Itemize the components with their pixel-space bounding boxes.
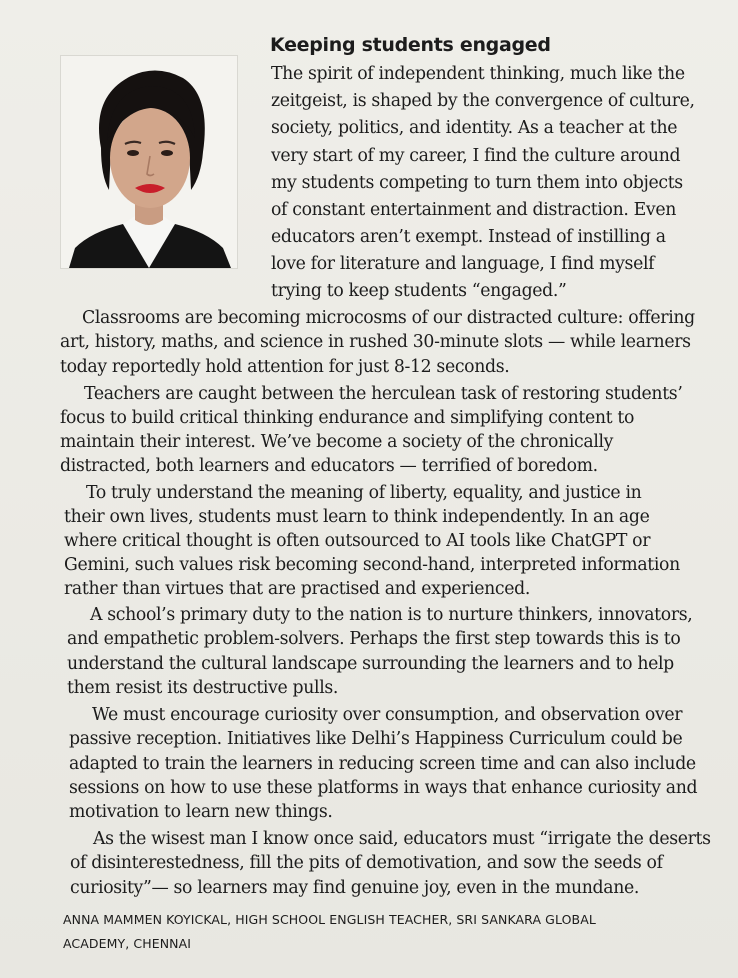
body-line: them resist its destructive pulls.	[67, 678, 339, 698]
body-line: understand the cultural landscape surrounding the learners and to help	[67, 654, 674, 674]
body-line: To truly understand the meaning of liberty, equality, and justice in	[86, 483, 642, 503]
body-line: A school’s primary duty to the nation is to nurture thinkers, innovators,	[90, 605, 693, 625]
body-line: very start of my career, I find the culture around	[271, 146, 681, 166]
body-line: focus to build critical thinking endurance and simplifying content to	[60, 408, 635, 428]
body-line: educators aren’t exempt. Instead of instilling a	[271, 227, 666, 247]
author-byline: ACADEMY, CHENNAI	[63, 936, 192, 951]
body-line: maintain their interest. We’ve become a society of the chronically	[60, 432, 614, 452]
body-line: and empathetic problem-solvers. Perhaps the first step towards this is to	[67, 629, 681, 649]
body-line: where critical thought is often outsourced to AI tools like ChatGPT or	[64, 531, 651, 551]
body-line: society, politics, and identity. As a teacher at the	[271, 118, 678, 138]
body-line: curiosity”— so learners may find genuine joy, even in the mundane.	[70, 878, 640, 898]
body-line: my students competing to turn them into objects	[271, 173, 683, 193]
article-headline: Keeping students engaged	[270, 34, 551, 56]
body-line: today reportedly hold attention for just 8-12 seconds.	[60, 357, 510, 377]
author-byline: ANNA MAMMEN KOYICKAL, HIGH SCHOOL ENGLISH TEACHER, SRI SANKARA GLOBAL	[63, 912, 596, 927]
body-line: trying to keep students “engaged.”	[271, 281, 567, 301]
body-line: their own lives, students must learn to think independently. In an age	[64, 507, 650, 527]
body-line: passive reception. Initiatives like Delhi’s Happiness Curriculum could be	[69, 729, 683, 749]
body-line: Gemini, such values risk becoming second-hand, interpreted information	[64, 555, 680, 575]
body-line: zeitgeist, is shaped by the convergence of culture,	[271, 91, 695, 111]
body-line: Teachers are caught between the herculean task of restoring students’	[84, 384, 683, 404]
body-line: sessions on how to use these platforms in ways that enhance curiosity and	[69, 778, 698, 798]
author-photo	[60, 55, 238, 269]
body-line: motivation to learn new things.	[69, 802, 333, 822]
body-line: of disinterestedness, fill the pits of demotivation, and sow the seeds of	[70, 853, 663, 873]
body-line: art, history, maths, and science in rushed 30-minute slots — while learners	[60, 332, 691, 352]
body-line: The spirit of independent thinking, much like the	[271, 64, 685, 84]
body-line: We must encourage curiosity over consumption, and observation over	[92, 705, 683, 725]
body-line: distracted, both learners and educators — terrified of boredom.	[60, 456, 598, 476]
body-line: Classrooms are becoming microcosms of our distracted culture: offering	[82, 308, 695, 328]
body-line: As the wisest man I know once said, educators must “irrigate the deserts	[93, 829, 711, 849]
body-line: rather than virtues that are practised and experienced.	[64, 579, 530, 599]
body-line: of constant entertainment and distraction. Even	[271, 200, 676, 220]
body-line: love for literature and language, I find myself	[271, 254, 655, 274]
body-line: adapted to train the learners in reducing screen time and can also include	[69, 754, 696, 774]
